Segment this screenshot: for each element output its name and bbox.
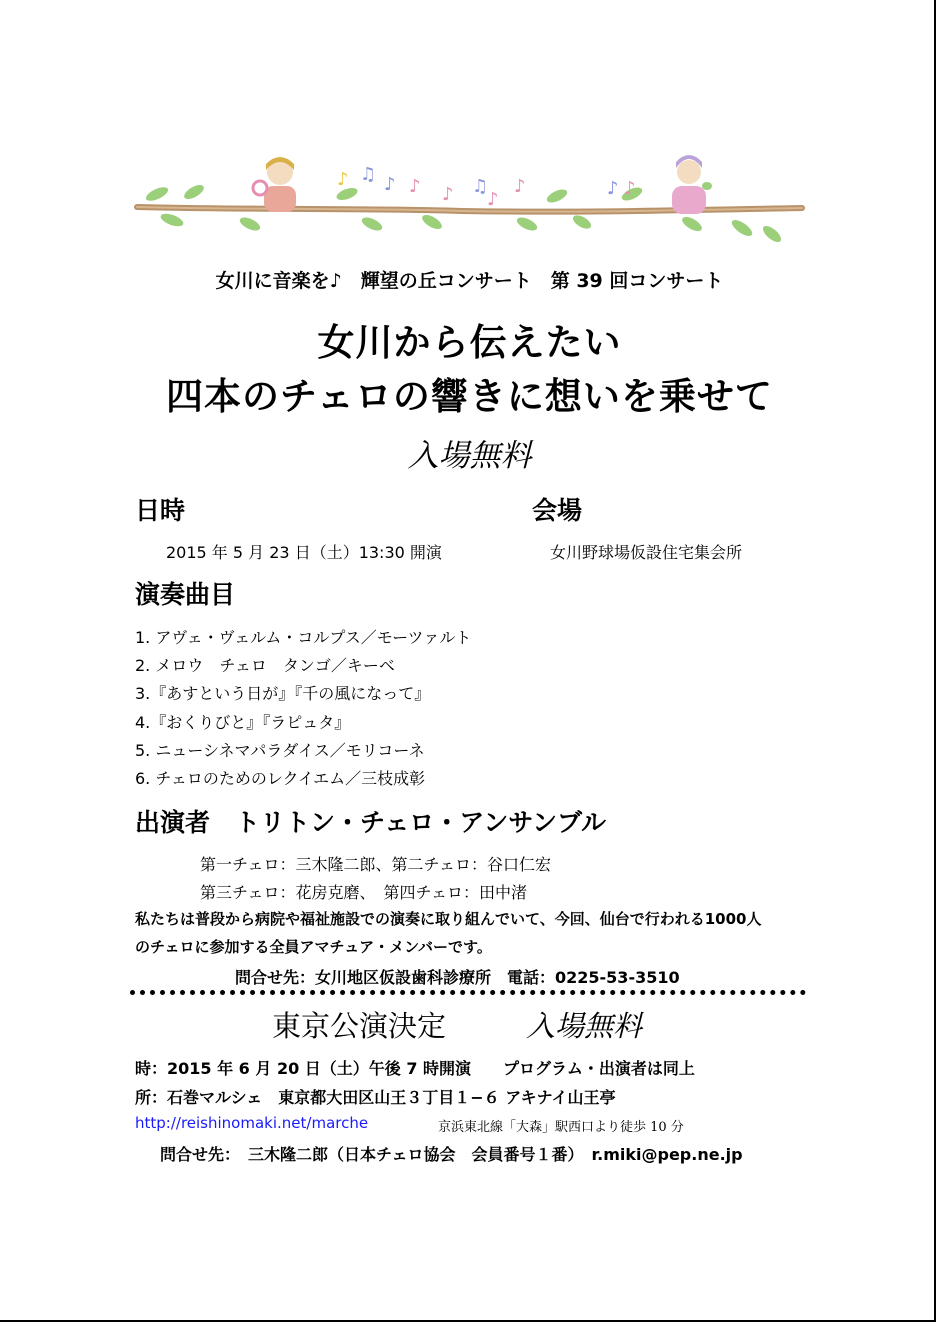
svg-text:♪: ♪ — [607, 178, 619, 199]
svg-text:♪: ♪ — [337, 169, 349, 190]
main-title-line2: 四本のチェロの響きに想いを乗せて — [166, 375, 773, 418]
page-border-right — [934, 0, 936, 1322]
concert-subtitle: 女川に音楽を♪ 輝望の丘コンサート 第 39 回コンサート — [215, 270, 724, 292]
svg-text:♪: ♪ — [487, 189, 499, 210]
performers-heading: 出演者 トリトン・チェロ・アンサンブル — [135, 808, 607, 837]
program-item: 2. メロウ チェロ タンゴ／キーベ — [135, 656, 395, 675]
datetime-value: 2015 年 5 月 23 日（土）13:30 開演 — [166, 543, 442, 562]
performers-description-line2: のチェロに参加する全員アマチュア・メンバーです。 — [135, 938, 492, 956]
svg-text:♪: ♪ — [442, 184, 454, 205]
tokyo-heading: 東京公演決定 — [272, 1009, 447, 1043]
music-notes — [337, 164, 636, 210]
performers-line2: 第三チェロ：花房克磨、 第四チェロ：田中渚 — [200, 883, 528, 902]
venue-value: 女川野球場仮設住宅集会所 — [550, 543, 743, 562]
svg-text:♪: ♪ — [624, 178, 636, 199]
datetime-heading: 日時 — [135, 496, 186, 525]
contact-info: 問合せ先：女川地区仮設歯科診療所 電話：0225-53-3510 — [235, 968, 680, 987]
page-border-bottom — [0, 1320, 936, 1322]
tokyo-place: 所：石巻マルシェ 東京都大田区山王３丁目１−６ アキナイ山王亭 — [135, 1088, 616, 1107]
child-left-figure — [253, 157, 296, 212]
tokyo-admission-free: 入場無料 — [526, 1009, 643, 1043]
program-item: 4.『おくりびと』『ラピュタ』 — [135, 713, 351, 732]
svg-text:♪: ♪ — [384, 174, 396, 195]
branch-illustration — [132, 150, 807, 250]
performers-description-line1: 私たちは普段から病院や福祉施設での演奏に取り組んでいて、今回、仙台で行われる1000人 — [135, 910, 762, 928]
dotted-divider — [130, 990, 806, 995]
svg-text:♫: ♫ — [472, 176, 489, 197]
svg-text:♪: ♪ — [514, 176, 526, 197]
tokyo-time: 時：2015 年 6 月 20 日（土）午後 7 時開演 プログラム・出演者は同上 — [135, 1059, 695, 1078]
admission-free: 入場無料 — [407, 438, 532, 474]
main-title-line1: 女川から伝えたい — [317, 321, 622, 364]
program-item: 1. アヴェ・ヴェルム・コルプス／モーツァルト — [135, 628, 472, 647]
program-item: 5. ニューシネマパラダイス／モリコーネ — [135, 741, 425, 760]
venue-heading: 会場 — [532, 496, 583, 525]
tokyo-url-link[interactable]: http://reishinomaki.net/marche — [135, 1114, 369, 1132]
program-item: 3.『あすという日が』『千の風になって』 — [135, 684, 431, 703]
svg-text:♫: ♫ — [360, 164, 377, 185]
performers-line1: 第一チェロ：三木隆二郎、第二チェロ：谷口仁宏 — [200, 855, 552, 874]
program-item: 6. チェロのためのレクイエム／三枝成彰 — [135, 769, 426, 788]
child-right-figure — [672, 155, 712, 214]
program-heading: 演奏曲目 — [135, 580, 236, 609]
tokyo-access: 京浜東北線「大森」駅西口より徒歩 10 分 — [438, 1120, 684, 1135]
svg-text:♪: ♪ — [409, 176, 421, 197]
tokyo-contact: 問合せ先： 三木隆二郎（日本チェロ協会 会員番号１番） r.miki@pep.ne.jp — [160, 1145, 743, 1164]
